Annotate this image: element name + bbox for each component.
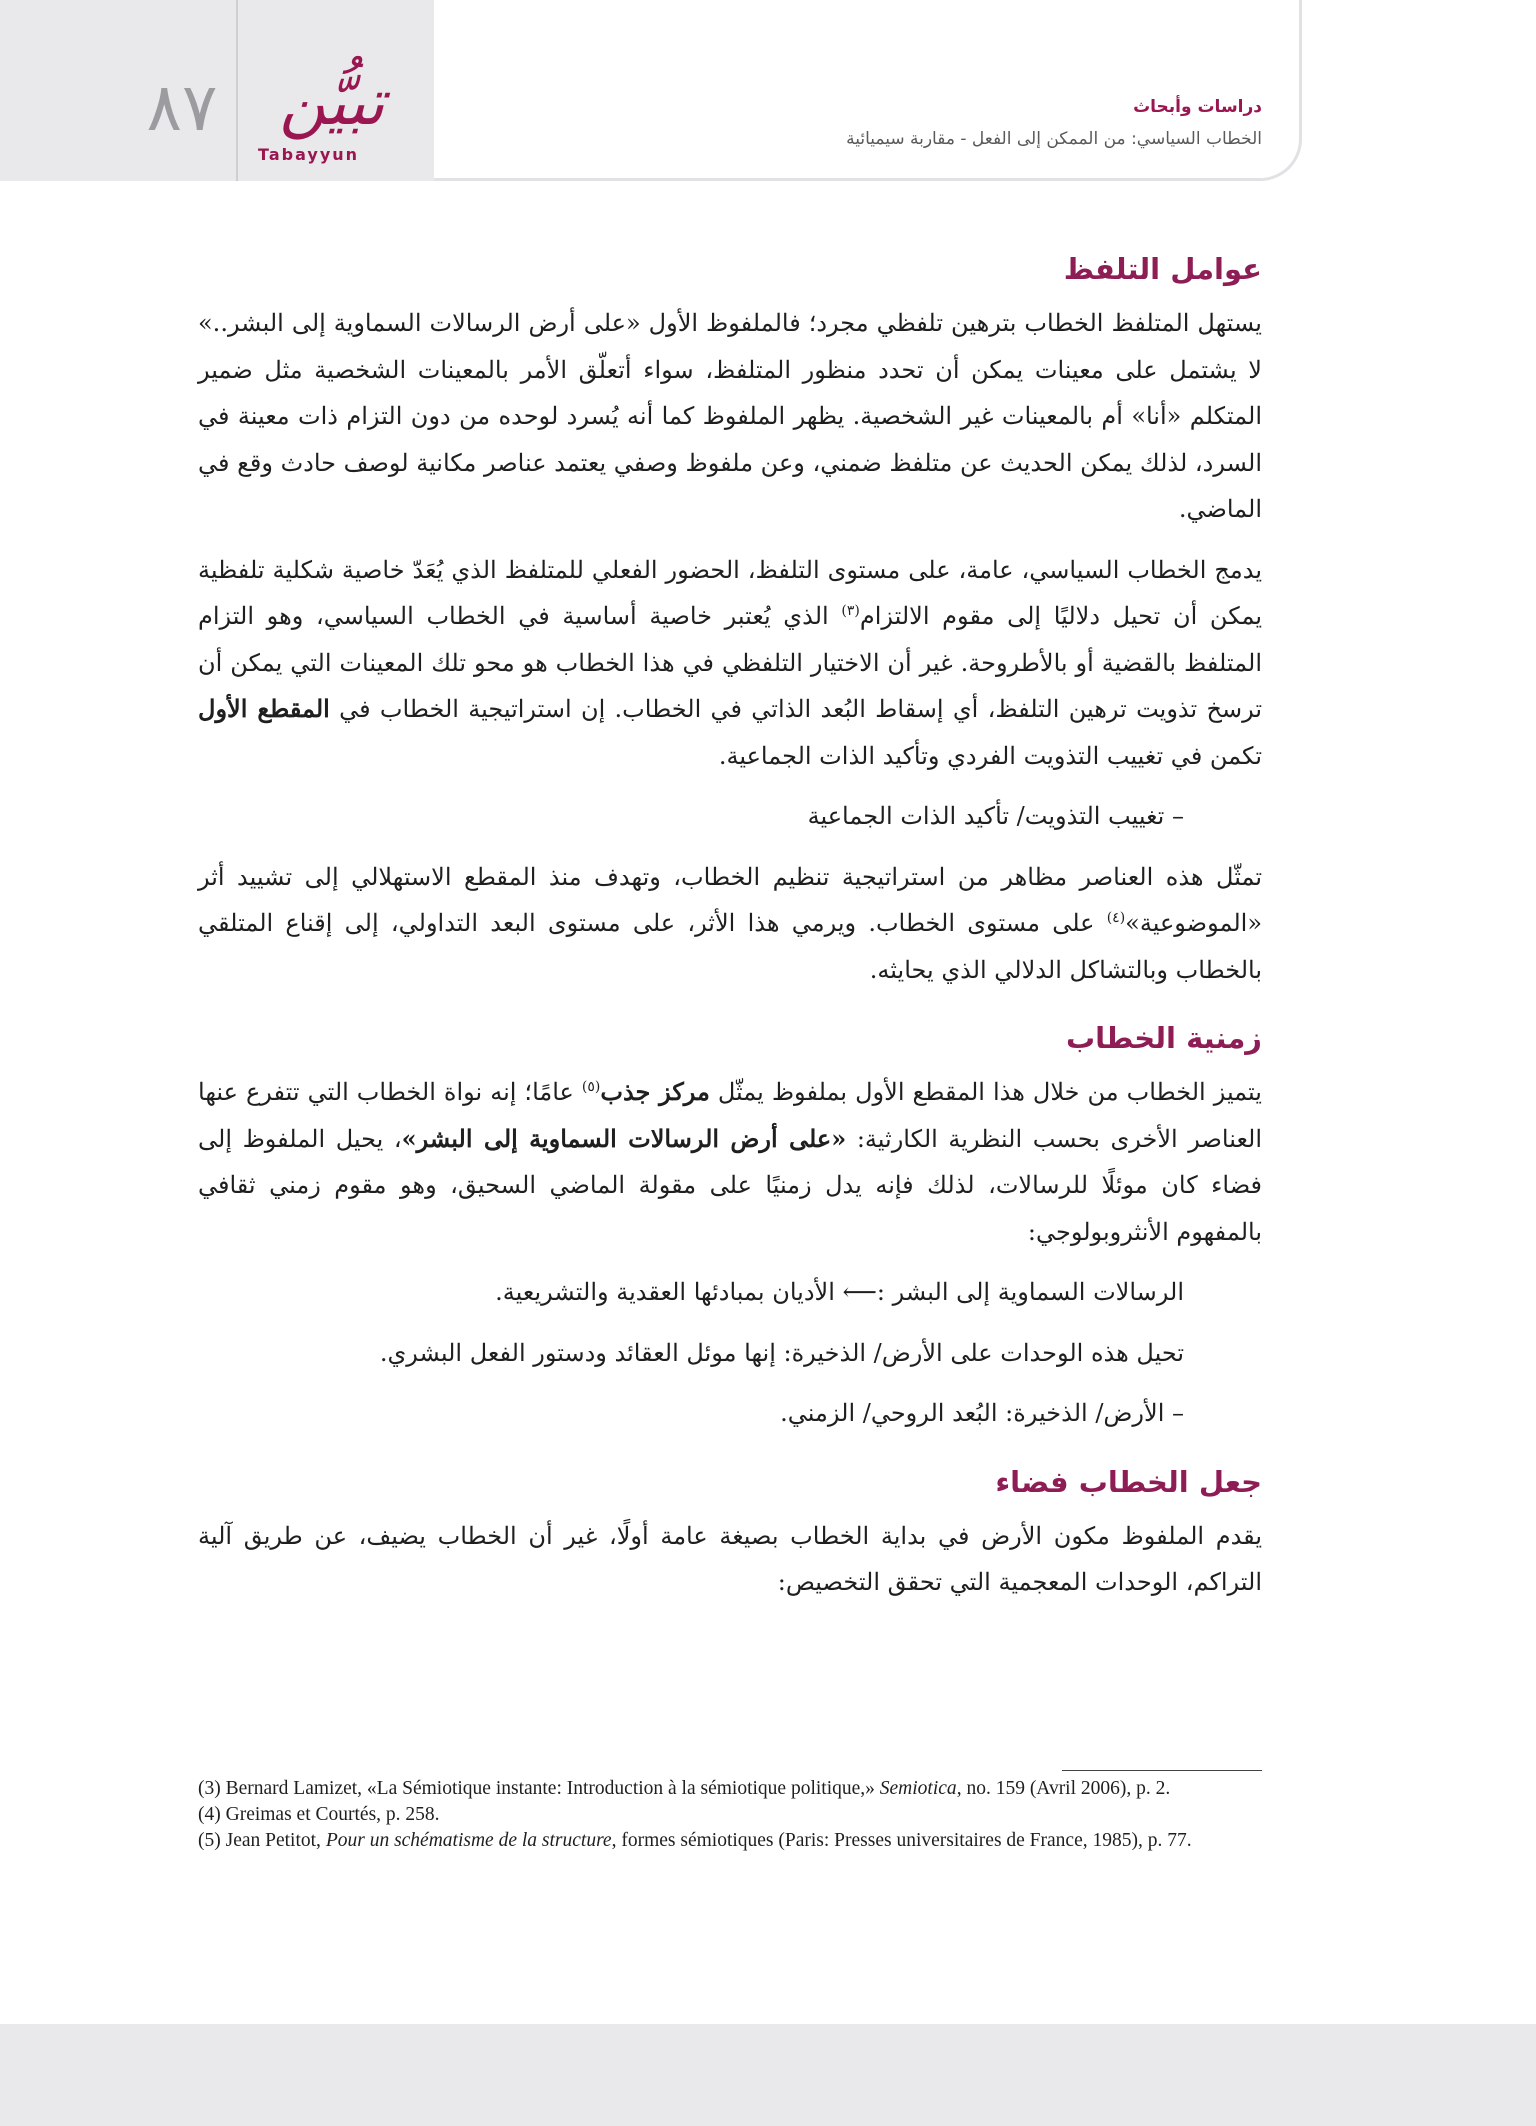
section-heading-enunciation: عوامل التلفظ: [1063, 252, 1262, 286]
bullet-line: – تغييب التذويت/ تأكيد الذات الجماعية: [807, 802, 1184, 830]
text-run: تمثّل هذه العناصر مظاهر من استراتيجية تنظيم الخطاب، وتهدف منذ المقطع الاستهلالي إلى تشييد أثر «الموضوعية»: [198, 862, 1263, 937]
italic-title: Semiotica: [879, 1778, 957, 1799]
paragraph-enunciation-1: يستهل المتلفظ الخطاب بترهين تلفظي مجرد؛ فالملفوظ الأول «على أرض الرسالات السماوية إلى البشر..» لا يشتمل على معينات يمكن أن تحدد منظور المتلفظ، سواء أتعلّق الأمر بالمعينات الشخصية مثل ضمير المتكلم «أنا» أم بالمعينات غير الشخصية. يظهر الملفوظ كما أنه يُسرد لوحده من دون التزام ذات معينة في السرد، لذلك يمكن الحديث عن متلفظ ضمني، وعن ملفوظ وصفي يعتمد عناصر مكانية لوصف حادث وقع في الماضي.: [198, 309, 1262, 523]
italic-title: Pour un schématisme de la structure: [325, 1830, 612, 1851]
text-run: عامًا؛ إنه نواة الخطاب التي تتفرع عنها العناصر الأخرى بحسب النظرية الكارثية:: [198, 1078, 1262, 1153]
text-run: يدمج الخطاب السياسي، عامة، على مستوى التلفظ، الحضور الفعلي للمتلفظ الذي يُعَدّ خاصية شكلية تلفظية يمكن أن تحيل دلاليًا إلى مقوم الالتزام: [198, 555, 1262, 630]
schema-line-3: – الأرض/ الذخيرة: البُعد الروحي/ الزمني.: [780, 1399, 1184, 1427]
header-frame: [434, 0, 1302, 181]
paragraph-temporality-1: [198, 1069, 1262, 1255]
bottom-band: [0, 2024, 1536, 2126]
footnote-5: [198, 1828, 1262, 1854]
text-run: (5) Jean Petitot,: [198, 1830, 326, 1851]
footnote-separator: [1062, 1770, 1262, 1771]
footnote-ref-3[interactable]: (٣): [841, 603, 860, 619]
journal-logo: [252, 60, 412, 170]
footnote-ref-5[interactable]: (٥): [581, 1079, 601, 1095]
bold-term: المقطع الأول: [198, 694, 330, 723]
text-run: تكمن في تغييب التذويت الفردي وتأكيد الذات الجماعية.: [718, 741, 1262, 770]
paragraph-enunciation-3: [198, 854, 1262, 994]
section-heading-spatialization: جعل الخطاب فضاء: [995, 1464, 1262, 1499]
section-heading-temporality: زمنية الخطاب: [1065, 1021, 1262, 1055]
footnotes: [198, 1776, 1262, 1854]
section-label: دراسات وأبحاث: [1133, 97, 1262, 117]
article-body: [198, 246, 1262, 1620]
footnote-3: [198, 1776, 1262, 1802]
logo-latin-text: Tabayyun: [258, 145, 360, 164]
text-run: ، يحيل الملفوظ إلى فضاء كان موئلًا للرسالات، لذلك فإنه يدل زمنيًا على مقولة الماضي السحيق، وهو مقوم زمني ثقافي بالمفهوم الأنثروبولوجي:: [198, 1124, 1262, 1246]
bold-term: مركز جذب: [600, 1077, 710, 1106]
running-title: الخطاب السياسي: من الممكن إلى الفعل - مقاربة سيميائية: [846, 129, 1262, 149]
paragraph-enunciation-2: [198, 547, 1262, 780]
text-run: , formes sémiotiques (Paris: Presses universitaires de France, 1985), p. 77.: [611, 1830, 1192, 1851]
bold-quote: «على أرض الرسالات السماوية إلى البشر»: [401, 1123, 847, 1153]
paragraph-spatialization-1: يقدم الملفوظ مكون الأرض في بداية الخطاب بصيغة عامة أولًا، غير أن الخطاب يضيف، عن طريق آلية التراكم، الوحدات المعجمية التي تحقق التخصيص:: [198, 1521, 1262, 1596]
header-divider: [236, 0, 238, 181]
schema-line-2: تحيل هذه الوحدات على الأرض/ الذخيرة: إنها موئل العقائد ودستور الفعل البشري.: [379, 1338, 1184, 1367]
text-run: (3) Bernard Lamizet, «La Sémiotique instante: Introduction à la sémiotique politique,»: [198, 1778, 880, 1799]
footnote-ref-4[interactable]: (٤): [1106, 910, 1126, 926]
text-run: يتميز الخطاب من خلال هذا المقطع الأول بملفوظ يمثّل: [709, 1078, 1262, 1106]
page-number: ٨٧: [146, 69, 218, 146]
text-run: (4) Greimas et Courtés, p. 258.: [198, 1804, 440, 1825]
footnote-4: [198, 1802, 1262, 1828]
text-run: , no. 159 (Avril 2006), p. 2.: [956, 1778, 1171, 1799]
schema-line-1: الرسالات السماوية إلى البشر :⟵ الأديان بمبادئها العقدية والتشريعية.: [495, 1278, 1184, 1306]
logo-arabic-text: تبيُّن: [279, 66, 385, 140]
text-run: الذي يُعتبر خاصية أساسية في الخطاب السياسي، وهو التزام المتلفظ بالقضية أو بالأطروحة. غير أن الاختيار التلفظي في هذا الخطاب هو محو تلك المعينات التي يمكن أن ترسخ تذويت ترهين التلفظ، أي إسقاط البُعد الذاتي في الخطاب. إن استراتيجية الخطاب في: [198, 602, 1262, 723]
text-run: على مستوى الخطاب. ويرمي هذا الأثر، على مستوى البعد التداولي، إلى إقناع المتلقي بالخطاب وبالتشاكل الدلالي الذي يحايثه.: [198, 909, 1262, 984]
